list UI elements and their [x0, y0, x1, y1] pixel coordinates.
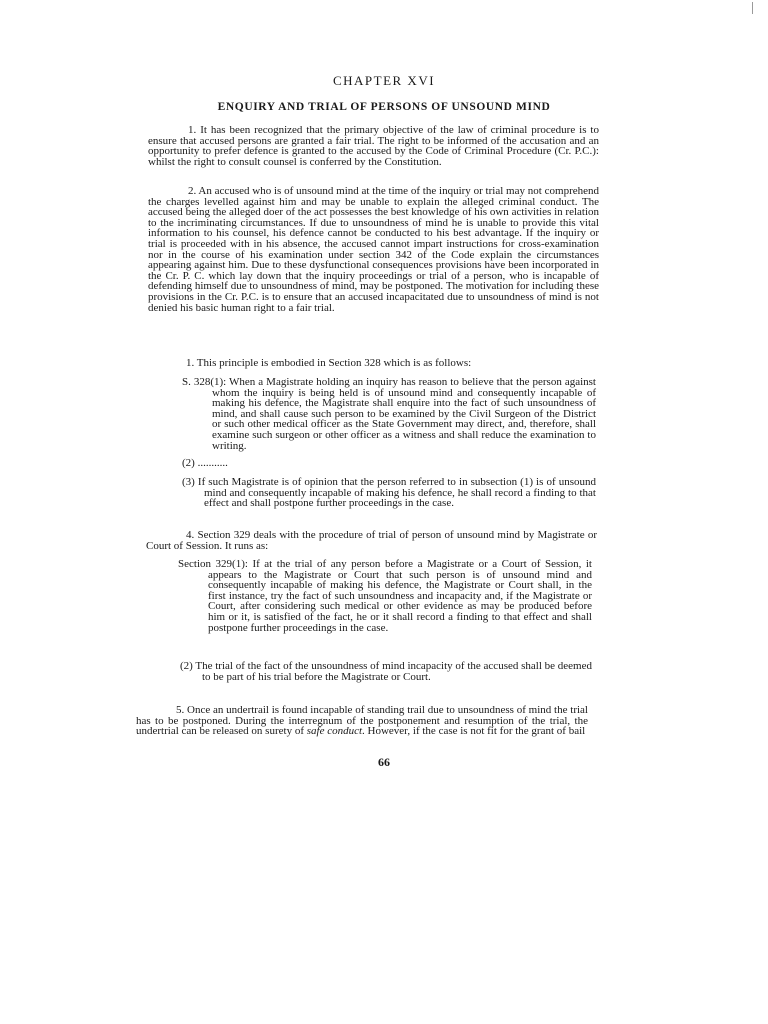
paragraph-5-start: 5. Once an undertrail is found incapable of standing trail due to unsoundness of mind the trial has to be postponed. During the interregnum of the postponement and resumption of the trial, the undertrial can be released on surety of — [136, 704, 588, 738]
section-329-1-text: Section 329(1): If at the trial of any person before a Magistrate or a Court of Session, it appears to the Magistrate or Court that such person is of unsound mind and consequently incapable of making his defence, the Magistrate or Court shall, in the first instance, try the fact of such unsoundness and incapacity and, if the Magistrate or Court, after considering such medical or other evidence as may be produced before him or it, is satisfied of the fact, he or it shall record a finding to that effect and shall postpone further proceedings in the case. — [178, 558, 592, 634]
paragraph-5-end: . However, if the case is not fit for the grant of bail — [362, 725, 586, 738]
section-328-2-text: (2) ........... — [182, 457, 228, 469]
scan-mark — [752, 2, 753, 14]
paragraph-5 — [136, 705, 588, 737]
paragraph-2 — [148, 186, 599, 313]
paragraph-1-text: 1. It has been recognized that the primary objective of the law of criminal procedure is to ensure that accused persons are granted a fair trial. The right to be informed of the accusation and an opportunity to prefer defence is granted to the accused by the Code of Criminal Procedure (Cr. P.C.): whilst the right to consult counsel is conferred by the Constitution. — [148, 124, 599, 168]
paragraph-1 — [148, 125, 599, 167]
paragraph-2-text: 2. An accused who is of unsound mind at the time of the inquiry or trial may not comprehend the charges levelled against him and may be unable to explain the alleged criminal conduct. The accused being the alleged doer of the act possesses the best knowledge of his own activities in relation to the incriminating circumstances. If due to unsoundness of mind he is unable to provide this vital information to his counsel, his defence cannot be conducted to his best advantage. If the inquiry or trial is proceeded with in his absence, the accused cannot impart instructions for cross-examination nor in the course of his examination under section 342 of the Code explain the circumstances appearing against him. Due to these dysfunctional consequences provisions have been incorporated in the Cr. P. C. which lay down that the inquiry proceedings or trial of a person, who is incapable of defending himself due to unsoundness of mind, may be postponed. The motivation for including these provisions in the Cr. P.C. is to ensure that an accused incapacitated due to unsoundness of mind is not denied his basic human right to a fair trial. — [148, 185, 599, 314]
paragraph-4 — [146, 530, 597, 551]
paragraph-4-text: 4. Section 329 deals with the procedure of trial of person of unsound mind by Magistrate or Court of Session. It runs as: — [146, 529, 597, 552]
section-329-2 — [180, 661, 592, 682]
chapter-heading: CHAPTER XVI — [332, 73, 436, 88]
chapter-title: ENQUIRY AND TRIAL OF PERSONS OF UNSOUND MIND — [217, 101, 551, 113]
section-328-1 — [182, 377, 596, 451]
paragraph-5-text — [136, 705, 588, 737]
paragraph-3 — [186, 358, 596, 369]
paragraph-5-italic: safe conduct — [306, 725, 363, 738]
section-328-3 — [182, 477, 596, 509]
paragraph-3-text: 1. This principle is embodied in Section 328 which is as follows: — [186, 357, 472, 369]
section-329-1 — [178, 559, 592, 633]
section-328-1-text: S. 328(1): When a Magistrate holding an inquiry has reason to believe that the person against whom the inquiry is being held is of unsound mind and consequently incapable of making his defence, the Magistrate shall enquire into the fact of such unsoundness of mind, and shall cause such person to be examined by the Civil Surgeon of the District or such other medical officer as the State Government may direct, and, therefore, shall examine such surgeon or other officer as a witness and shall reduce the examination to writing. — [182, 376, 596, 452]
section-328-3-text: (3) If such Magistrate is of opinion that the person referred to in subsection (1) is of unsound mind and consequently incapable of making his defence, he shall record a finding to that effect and shall postpone further proceedings in the case. — [182, 476, 596, 510]
page-number: 66 — [378, 755, 390, 769]
section-328-2 — [182, 458, 596, 469]
section-329-2-text: (2) The trial of the fact of the unsoundness of mind incapacity of the accused shall be deemed to be part of his trial before the Magistrate or Court. — [180, 660, 592, 683]
